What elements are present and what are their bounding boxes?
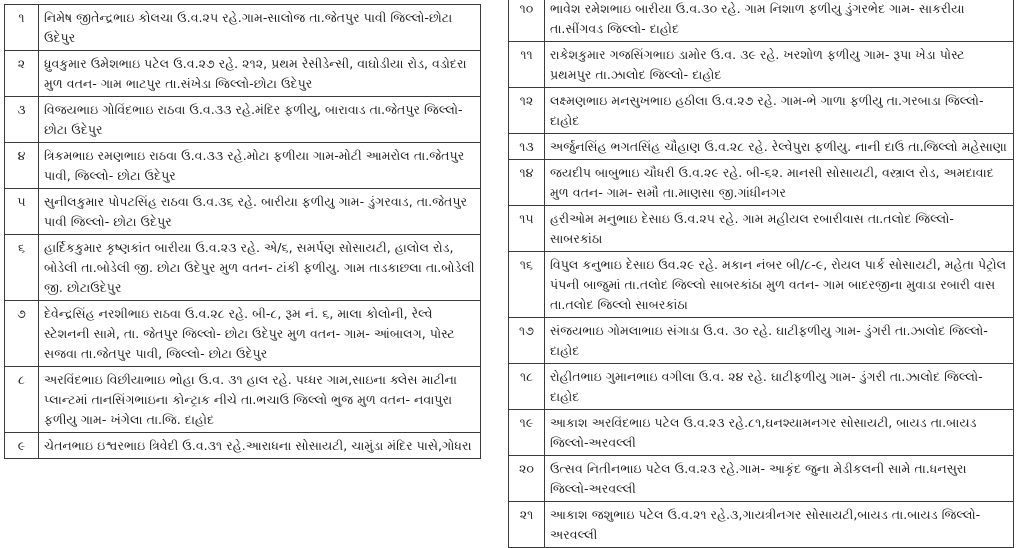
table-row <box>5 97 481 143</box>
table-row <box>509 318 1014 364</box>
table-row <box>509 252 1014 318</box>
row-number: ૧૭ <box>509 318 545 364</box>
table-row <box>5 51 481 97</box>
row-number: ૯ <box>5 433 39 459</box>
row-text: ઉત્સવ નિતીનભાઇ પટેલ ઉ.વ.૨૩ રહે.ગામ- આકૃંદ જુના મેડીકલની સામે તા.ધનસુરા જિલ્લો-અરવલ્લી <box>545 456 1014 502</box>
row-text: નિમેષ જીતેન્દ્રભાઇ કોલચા ઉ.વ.૨૫ રહે.ગામ-સાલોજ તા.જેતપુર પાવી જિલ્લો-છોટા ઉદેપુર <box>39 5 481 51</box>
row-number: ૮ <box>5 367 39 433</box>
row-number: ૬ <box>5 235 39 301</box>
table-row <box>509 456 1014 502</box>
row-number: ૫ <box>5 189 39 235</box>
table-row <box>509 0 1014 42</box>
row-number: ૨૦ <box>509 456 545 502</box>
table-row <box>5 143 481 189</box>
row-text: સુનીલકુમાર પોપટસિંહ રાઠવા ઉ.વ.૩૬ રહે. બારીયા ફળીયુ ગામ- ડુંગરવાડ, તા.જેતપુર પાવી જિલ્લો- છોટા ઉદેપુર <box>39 189 481 235</box>
row-number: ૧૪ <box>509 160 545 206</box>
row-number: ૧૬ <box>509 252 545 318</box>
row-number: ૧૧ <box>509 42 545 88</box>
row-text: દેવેન્દ્રસિંહ નરશીભાઇ રાઠવા ઉ.વ.૨૮ રહે. બી-૮, રૂમ નં. ૬, માલા કોલોની, રેલ્વે સ્ટેશનની સામે, તા. જેતપુર જિલ્લો- છોટા ઉદેપુર મુળ વતન- ગામ- આંબાલગ, પોસ્ટ સજવા તા.જેતપુર પાવી, જિલ્લો- છોટા ઉદેપુર <box>39 301 481 367</box>
row-text: અરવિંદભાઇ વિછીયાભાઇ ભોહા ઉ.વ. ૩૧ હાલ રહે. પધ્ધર ગામ,સાઇના ક્લેસ માટીના પ્લાન્ટમાં તાનસિંગભાઇના કોન્ટ્રાક નીચે તા.ભચાઉ જિલ્લો ભુજ મુળ વતન- નવાપુરા ફળીયુ ગામ- ખંગેલા તા.જિ. દાહોદ <box>39 367 481 433</box>
row-text: રોહીતભાઇ ગુમાનભાઇ વગીલા ઉ.વ. ૨૪ રહે. ઘાટીફળીયુ ગામ- ડુંગરી તા.ઝાલોદ જિલ્લો- દાહોદ <box>545 364 1014 410</box>
row-number: ૨૧ <box>509 502 545 548</box>
table-row <box>5 235 481 301</box>
row-text: અર્જુનસિંહ ભગતસિંહ ચૌહાણ ઉ.વ.૨૮ રહે. રેલ્વેપુરા ફળીયુ. નાની દાઉ તા.જિલ્લો મહેસાણા <box>545 134 1014 160</box>
row-text: વિજયભાઇ ગોવિંદભાઇ રાઠવા ઉ.વ.૩૩ રહે.મંદિર ફળીયુ, બારાવાડ તા.જેતપુર જિલ્લો-છોટા ઉદેપુર <box>39 97 481 143</box>
row-number: ૭ <box>5 301 39 367</box>
row-number: ૧ <box>5 5 39 51</box>
row-text: ચેતનભાઇ ઇશ્વરભાઇ ત્રિવેદી ઉ.વ.૩૧ રહે.આરાધના સોસાયટી, ચામુંડા મંદિર પાસે,ગોધરા <box>39 433 481 459</box>
table-row <box>509 410 1014 456</box>
left-table <box>4 4 481 459</box>
row-number: ૧૦ <box>509 0 545 42</box>
table-row <box>5 301 481 367</box>
table-row <box>5 367 481 433</box>
row-number: ૧૮ <box>509 364 545 410</box>
row-text: ધ્રુવકુમાર ઉમેશભાઇ પટેલ ઉ.વ.૨૭ રહે. ૨૧૨, પ્રથમ રેસીડેન્સી, વાઘોડીયા રોડ, વડોદરા મુળ વતન- ગામ ભાટપુર તા.સંખેડા જિલ્લો-છોટા ઉદેપુર <box>39 51 481 97</box>
row-text: જયદીપ બાબુભાઇ ચૌધરી ઉ.વ.૨૯ રહે. બી-૬૨. માનસી સોસાયટી, વસ્ત્રાલ રોડ, અમદાવાદ મુળ વતન- ગામ- સમૌ તા.માણસા જી.ગાંધીનગર <box>545 160 1014 206</box>
table-row <box>509 160 1014 206</box>
row-text: હરીઓમ મનુભાઇ દેસાઇ ઉ.વ.૨૫ રહે. ગામ મહીયલ રબારીવાસ તા.તલોદ જિલ્લો- સાબરકાંઠા <box>545 206 1014 252</box>
row-number: ૨ <box>5 51 39 97</box>
table-row <box>509 206 1014 252</box>
row-text: હાર્દિકકુમાર કૃષ્ણકાંત બારીયા ઉ.વ.૨૩ રહે. એ/૬, સમર્પણ સોસાયટી, હાલોલ રોડ, બોડેલી તા.બોડેલી જી. છોટા ઉદેપુર મુળ વતન- ટાંકી ફળીયુ. ગામ તાડકાછલા તા.બોડેલી જી. છોટાઉદેપુર <box>39 235 481 301</box>
row-text: લક્ષ્મણભાઇ મનસુખભાઇ હઠીલા ઉ.વ.૨૭ રહે. ગામ-ભે ગાળા ફળીયુ તા.ગરબાડા જિલ્લો- દાહોદ <box>545 88 1014 134</box>
row-number: ૩ <box>5 97 39 143</box>
row-text: વિપુલ કનુભાઇ દેસાઇ ઉવ.૨૯ રહે. મકાન નંબર બી/૮-૯, રોયલ પાર્ક સોસાયટી, મહેતા પેટ્રોલ પંપની બાજુમાં તા.તલોદ જિલ્લો સાબરકાંઠા મુળ વતન- ગામ બાદરજીના મુવાડા રબારી વાસ તા.તલોદ જિલ્લો સાબરકાંઠા <box>545 252 1014 318</box>
row-number: ૧૫ <box>509 206 545 252</box>
table-row <box>5 5 481 51</box>
row-text: આકાશ જશુભાઇ પટેલ ઉ.વ.૨૧ રહે.૩,ગાયત્રીનગર સોસાયટી,બાયડ તા.બાયડ જિલ્લો- અરવલ્લી <box>545 502 1014 548</box>
row-text: રાકેશકુમાર ગજસિંગભાઇ ડામોર ઉ.વ. ૩૯ રહે. ખરશોળ ફળીયુ ગામ- રૂપા ખેડા પોસ્ટ પ્રથમપુર તા.ઝાલોદ જિલ્લો- દાહોદ <box>545 42 1014 88</box>
table-row <box>5 433 481 459</box>
table-row <box>509 42 1014 88</box>
table-row <box>509 364 1014 410</box>
row-number: ૧૯ <box>509 410 545 456</box>
row-number: ૪ <box>5 143 39 189</box>
right-table <box>508 0 1014 548</box>
table-row <box>5 189 481 235</box>
row-text: આકાશ અરવિંદભાઇ પટેલ ઉ.વ.૨૩ રહે.૮૧,ઘનશ્યામનગર સોસાયટી, બાયડ તા.બાયડ જિલ્લો-અરવલ્લી <box>545 410 1014 456</box>
row-text: ભાવેશ રમેશભાઇ બારીયા ઉ.વ.૩૦ રહે. ગામ નિશાળ ફળીયુ ડુંગરભેદ ગામ- સાકરીયા તા.સીંગવડ જિલ્લો- દાહોદ <box>545 0 1014 42</box>
row-number: ૧૨ <box>509 88 545 134</box>
table-row <box>509 88 1014 134</box>
row-text: સંજયભાઇ ગોમલાભાઇ સંગાડા ઉ.વ. ૩૦ રહે. ઘાટીફળીયુ ગામ- ડુંગરી તા.ઝાલોદ જિલ્લો- દાહોદ <box>545 318 1014 364</box>
table-row <box>509 134 1014 160</box>
row-text: ત્રિકમભાઇ રમણભાઇ રાઠવા ઉ.વ.૩૩ રહે.મોટા ફળીયા ગામ-મોટી આમરોલ તા.જેતપુર પાવી, જિલ્લો- છોટા ઉદેપુર <box>39 143 481 189</box>
row-number: ૧૩ <box>509 134 545 160</box>
table-row <box>509 502 1014 548</box>
